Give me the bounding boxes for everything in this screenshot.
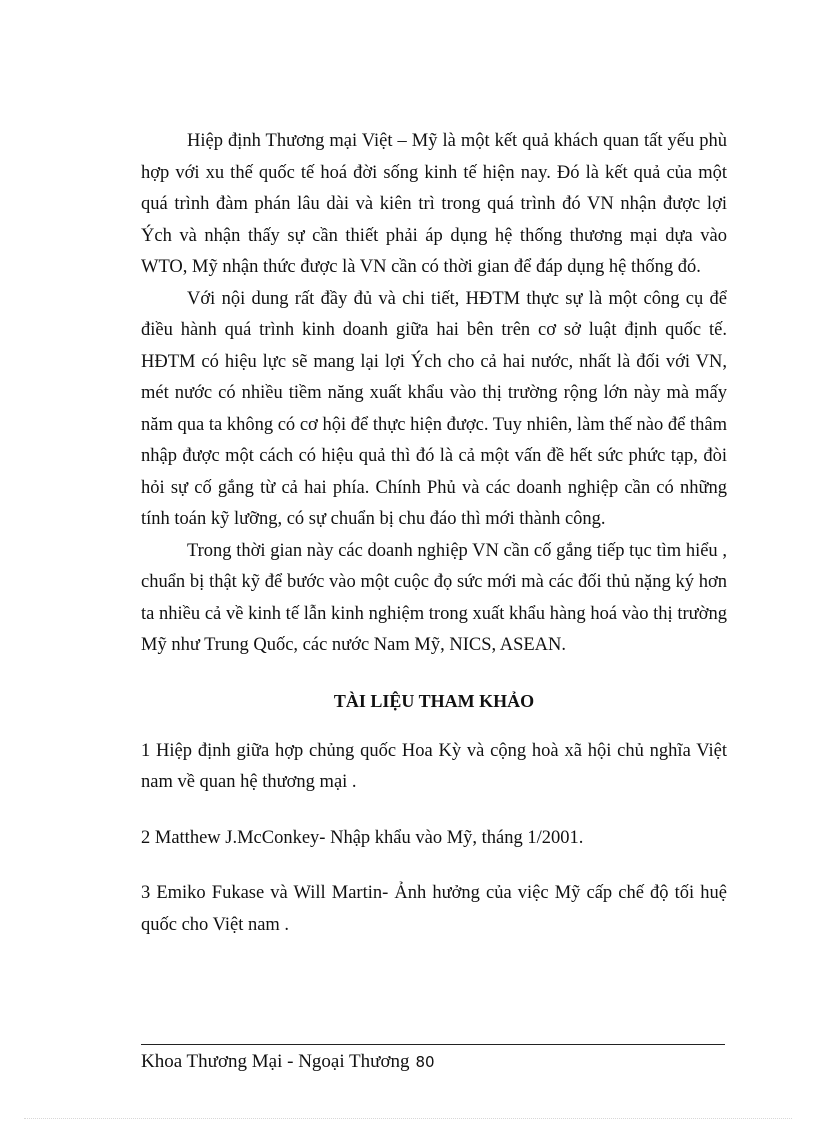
page-footer [141, 1050, 435, 1074]
reference-item-3: 3 Emiko Fukase và Will Martin- Ảnh hưởng của việc Mỹ cấp chế độ tối huệ quốc cho Việt nam . [141, 883, 727, 935]
page-bottom-dotted-edge [24, 1118, 792, 1119]
body-paragraph-3: Trong thời gian này các doanh nghiệp VN cần cố gắng tiếp tục tìm hiểu , chuẩn bị thật kỹ để bước vào một cuộc đọ sức mới mà các đối thủ nặng ký hơn ta nhiều cả về kinh tế lẫn kinh nghiệm trong xuất khẩu hàng hoá vào thị trường Mỹ như Trung Quốc, các nước Nam Mỹ, NICS, ASEAN. [141, 540, 727, 655]
page-number: 80 [415, 1053, 435, 1071]
reference-item-2: 2 Matthew J.McConkey- Nhập khẩu vào Mỹ, tháng 1/2001. [141, 827, 584, 848]
body-paragraph-1: Hiệp định Thương mại Việt – Mỹ là một kết quả khách quan tất yếu phù hợp với xu thế quốc tế hoá đời sống kinh tế hiện nay. Đó là kết quả của một quá trình đàm phán lâu dài và kiên trì trong quá trình đó VN nhận được lợi Ých và nhận thấy sự cần thiết phải áp dụng hệ thống thương mại dựa vào WTO, Mỹ nhận thức được là VN cần có thời gian để đáp dụng hệ thống đó. [141, 131, 727, 277]
page-content [141, 126, 727, 965]
reference-item-1: 1 Hiệp định giữa hợp chủng quốc Hoa Kỳ và cộng hoà xã hội chủ nghĩa Việt nam về quan hệ thương mại . [141, 740, 727, 792]
references-heading: TÀI LIỆU THAM KHẢO [333, 690, 535, 711]
body-paragraph-2: Với nội dung rất đầy đủ và chi tiết, HĐTM thực sự là một công cụ để điều hành quá trình kinh doanh giữa hai bên trên cơ sở luật định quốc tế. HĐTM có hiệu lực sẽ mang lại lợi Ých cho cả hai nước, nhất là đối với VN, mét nước có nhiều tiềm năng xuất khẩu vào thị trường rộng lớn này mà mấy năm qua ta không có cơ hội để thực hiện được. Tuy nhiên, làm thế nào để thâm nhập được một cách có hiệu quả thì đó là cả một vấn đề hết sức phức tạp, đòi hỏi sự cố gắng từ cả hai phía. Chính Phủ và các doanh nghiệp cần có những tính toán kỹ lưỡng, có sự chuẩn bị chu đáo thì mới thành công. [141, 288, 727, 529]
footer-department: Khoa Thương Mại - Ngoại Thương [141, 1051, 410, 1072]
footer-divider [141, 1044, 725, 1045]
